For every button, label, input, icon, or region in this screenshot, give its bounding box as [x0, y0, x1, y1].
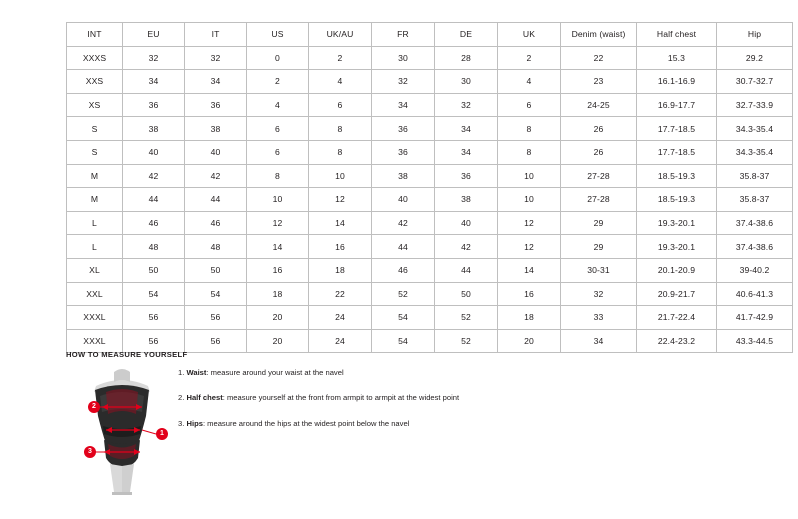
cell: 54: [372, 329, 435, 353]
cell: 6: [498, 93, 561, 117]
cell: 34: [123, 70, 185, 94]
cell: 18.5-19.3: [637, 164, 717, 188]
instruction-hips: [178, 419, 598, 429]
cell: XXXL: [67, 306, 123, 330]
cell: 46: [372, 258, 435, 282]
cell: S: [67, 140, 123, 164]
cell: 16: [309, 235, 372, 259]
cell: XXXS: [67, 46, 123, 70]
cell: 34.3-35.4: [717, 117, 793, 141]
cell: 20: [247, 329, 309, 353]
cell: 36: [372, 140, 435, 164]
cell: 54: [372, 306, 435, 330]
cell: 56: [123, 329, 185, 353]
cell: 40: [372, 188, 435, 212]
cell: 4: [247, 93, 309, 117]
cell: 42: [372, 211, 435, 235]
cell: 10: [309, 164, 372, 188]
cell: 34: [561, 329, 637, 353]
cell: 12: [247, 211, 309, 235]
cell: 46: [123, 211, 185, 235]
cell: 34: [185, 70, 247, 94]
cell: 44: [185, 188, 247, 212]
cell: 35.8-37: [717, 188, 793, 212]
cell: 42: [123, 164, 185, 188]
cell: 0: [247, 46, 309, 70]
instruction-number: 2.: [178, 393, 185, 403]
cell: 12: [498, 235, 561, 259]
cell: 18: [498, 306, 561, 330]
cell: 35.8-37: [717, 164, 793, 188]
cell: 50: [435, 282, 498, 306]
instruction-waist: [178, 368, 598, 378]
cell: 10: [498, 188, 561, 212]
cell: 19.3-20.1: [637, 235, 717, 259]
cell: 36: [435, 164, 498, 188]
cell: 38: [435, 188, 498, 212]
cell: 27-28: [561, 188, 637, 212]
cell: 40.6-41.3: [717, 282, 793, 306]
cell: 12: [498, 211, 561, 235]
column-header: INT: [67, 23, 123, 47]
cell: 14: [247, 235, 309, 259]
cell: 48: [123, 235, 185, 259]
cell: 2: [309, 46, 372, 70]
instruction-number: 3.: [178, 418, 185, 428]
cell: 43.3-44.5: [717, 329, 793, 353]
cell: 20.9-21.7: [637, 282, 717, 306]
cell: XXL: [67, 282, 123, 306]
cell: 44: [435, 258, 498, 282]
cell: 20: [247, 306, 309, 330]
cell: 27-28: [561, 164, 637, 188]
column-header: US: [247, 23, 309, 47]
cell: 34: [435, 117, 498, 141]
table-row: [67, 140, 793, 164]
cell: 56: [185, 306, 247, 330]
measure-badge-3: 3: [84, 446, 96, 458]
cell: 8: [498, 140, 561, 164]
cell: 22: [561, 46, 637, 70]
cell: 30: [435, 70, 498, 94]
cell: 21.7-22.4: [637, 306, 717, 330]
cell: 50: [185, 258, 247, 282]
column-header: EU: [123, 23, 185, 47]
cell: M: [67, 188, 123, 212]
column-header: DE: [435, 23, 498, 47]
column-header: UK: [498, 23, 561, 47]
cell: 26: [561, 117, 637, 141]
cell: 32: [561, 282, 637, 306]
column-header: UK/AU: [309, 23, 372, 47]
cell: XXXL: [67, 329, 123, 353]
cell: 10: [498, 164, 561, 188]
cell: 16.1-16.9: [637, 70, 717, 94]
instruction-text: : measure yourself at the front from armpit to armpit at the widest point: [222, 393, 460, 403]
instruction-term: Hips: [186, 418, 203, 428]
table-row: [67, 117, 793, 141]
cell: 32: [435, 93, 498, 117]
cell: 16: [498, 282, 561, 306]
cell: 36: [123, 93, 185, 117]
cell: 29: [561, 235, 637, 259]
cell: 28: [435, 46, 498, 70]
cell: 6: [247, 117, 309, 141]
cell: 32: [123, 46, 185, 70]
table-row: [67, 164, 793, 188]
instruction-term: Waist: [186, 368, 207, 377]
cell: 4: [498, 70, 561, 94]
column-header: IT: [185, 23, 247, 47]
cell: 22: [309, 282, 372, 306]
cell: 56: [123, 306, 185, 330]
how-to-measure-title: HOW TO MEASURE YOURSELF: [66, 350, 188, 359]
cell: 8: [498, 117, 561, 141]
cell: S: [67, 117, 123, 141]
table-row: [67, 46, 793, 70]
cell: 36: [185, 93, 247, 117]
cell: 44: [123, 188, 185, 212]
cell: 20: [498, 329, 561, 353]
cell: 56: [185, 329, 247, 353]
cell: 32: [185, 46, 247, 70]
size-chart-table: [66, 22, 793, 353]
cell: 10: [247, 188, 309, 212]
table-row: [67, 93, 793, 117]
table-row: [67, 211, 793, 235]
cell: 30-31: [561, 258, 637, 282]
cell: 44: [372, 235, 435, 259]
cell: 52: [372, 282, 435, 306]
cell: L: [67, 235, 123, 259]
instruction-text: : measure around your waist at the navel: [206, 368, 344, 377]
cell: L: [67, 211, 123, 235]
instruction-number: 1.: [178, 368, 185, 377]
cell: 36: [372, 117, 435, 141]
cell: 8: [247, 164, 309, 188]
cell: XL: [67, 258, 123, 282]
cell: 48: [185, 235, 247, 259]
cell: 2: [498, 46, 561, 70]
cell: 34: [435, 140, 498, 164]
table-row: [67, 235, 793, 259]
size-table-container: [66, 22, 774, 353]
cell: 14: [498, 258, 561, 282]
cell: 38: [185, 117, 247, 141]
cell: 16: [247, 258, 309, 282]
cell: 17.7-18.5: [637, 140, 717, 164]
cell: 40: [435, 211, 498, 235]
column-header: Denim (waist): [561, 23, 637, 47]
cell: 52: [435, 329, 498, 353]
table-header-row: [67, 23, 793, 47]
instruction-text: : measure around the hips at the widest point below the navel: [202, 418, 410, 428]
cell: 24: [309, 329, 372, 353]
cell: 18: [247, 282, 309, 306]
cell: 23: [561, 70, 637, 94]
cell: 50: [123, 258, 185, 282]
cell: 42: [435, 235, 498, 259]
table-row: [67, 70, 793, 94]
cell: 4: [309, 70, 372, 94]
measure-badge-2: 2: [88, 401, 100, 413]
cell: 32: [372, 70, 435, 94]
cell: 24-25: [561, 93, 637, 117]
cell: 34: [372, 93, 435, 117]
column-header: FR: [372, 23, 435, 47]
cell: 18.5-19.3: [637, 188, 717, 212]
cell: 2: [247, 70, 309, 94]
cell: 38: [372, 164, 435, 188]
table-row: [67, 282, 793, 306]
column-header: Hip: [717, 23, 793, 47]
cell: 37.4-38.6: [717, 211, 793, 235]
cell: 33: [561, 306, 637, 330]
measure-instructions: [178, 368, 598, 444]
cell: XXS: [67, 70, 123, 94]
cell: 34.3-35.4: [717, 140, 793, 164]
cell: 32.7-33.9: [717, 93, 793, 117]
cell: 18: [309, 258, 372, 282]
cell: 6: [247, 140, 309, 164]
cell: 37.4-38.6: [717, 235, 793, 259]
cell: 14: [309, 211, 372, 235]
cell: 29: [561, 211, 637, 235]
measure-badge-1: 1: [156, 428, 168, 440]
cell: 39-40.2: [717, 258, 793, 282]
cell: 17.7-18.5: [637, 117, 717, 141]
cell: 19.3-20.1: [637, 211, 717, 235]
column-header: Half chest: [637, 23, 717, 47]
cell: 30: [372, 46, 435, 70]
table-row: [67, 258, 793, 282]
cell: 41.7-42.9: [717, 306, 793, 330]
cell: 54: [123, 282, 185, 306]
cell: M: [67, 164, 123, 188]
cell: 16.9-17.7: [637, 93, 717, 117]
cell: 26: [561, 140, 637, 164]
cell: 29.2: [717, 46, 793, 70]
cell: XS: [67, 93, 123, 117]
cell: 52: [435, 306, 498, 330]
cell: 8: [309, 140, 372, 164]
instruction-half-chest: [178, 393, 598, 403]
cell: 24: [309, 306, 372, 330]
cell: 54: [185, 282, 247, 306]
instruction-term: Half chest: [186, 393, 223, 403]
cell: 15.3: [637, 46, 717, 70]
table-row: [67, 188, 793, 212]
cell: 38: [123, 117, 185, 141]
cell: 46: [185, 211, 247, 235]
table-row: [67, 306, 793, 330]
cell: 12: [309, 188, 372, 212]
cell: 40: [123, 140, 185, 164]
cell: 40: [185, 140, 247, 164]
cell: 22.4-23.2: [637, 329, 717, 353]
cell: 30.7-32.7: [717, 70, 793, 94]
cell: 20.1-20.9: [637, 258, 717, 282]
cell: 8: [309, 117, 372, 141]
mannequin-illustration: [62, 366, 185, 496]
cell: 42: [185, 164, 247, 188]
cell: 6: [309, 93, 372, 117]
